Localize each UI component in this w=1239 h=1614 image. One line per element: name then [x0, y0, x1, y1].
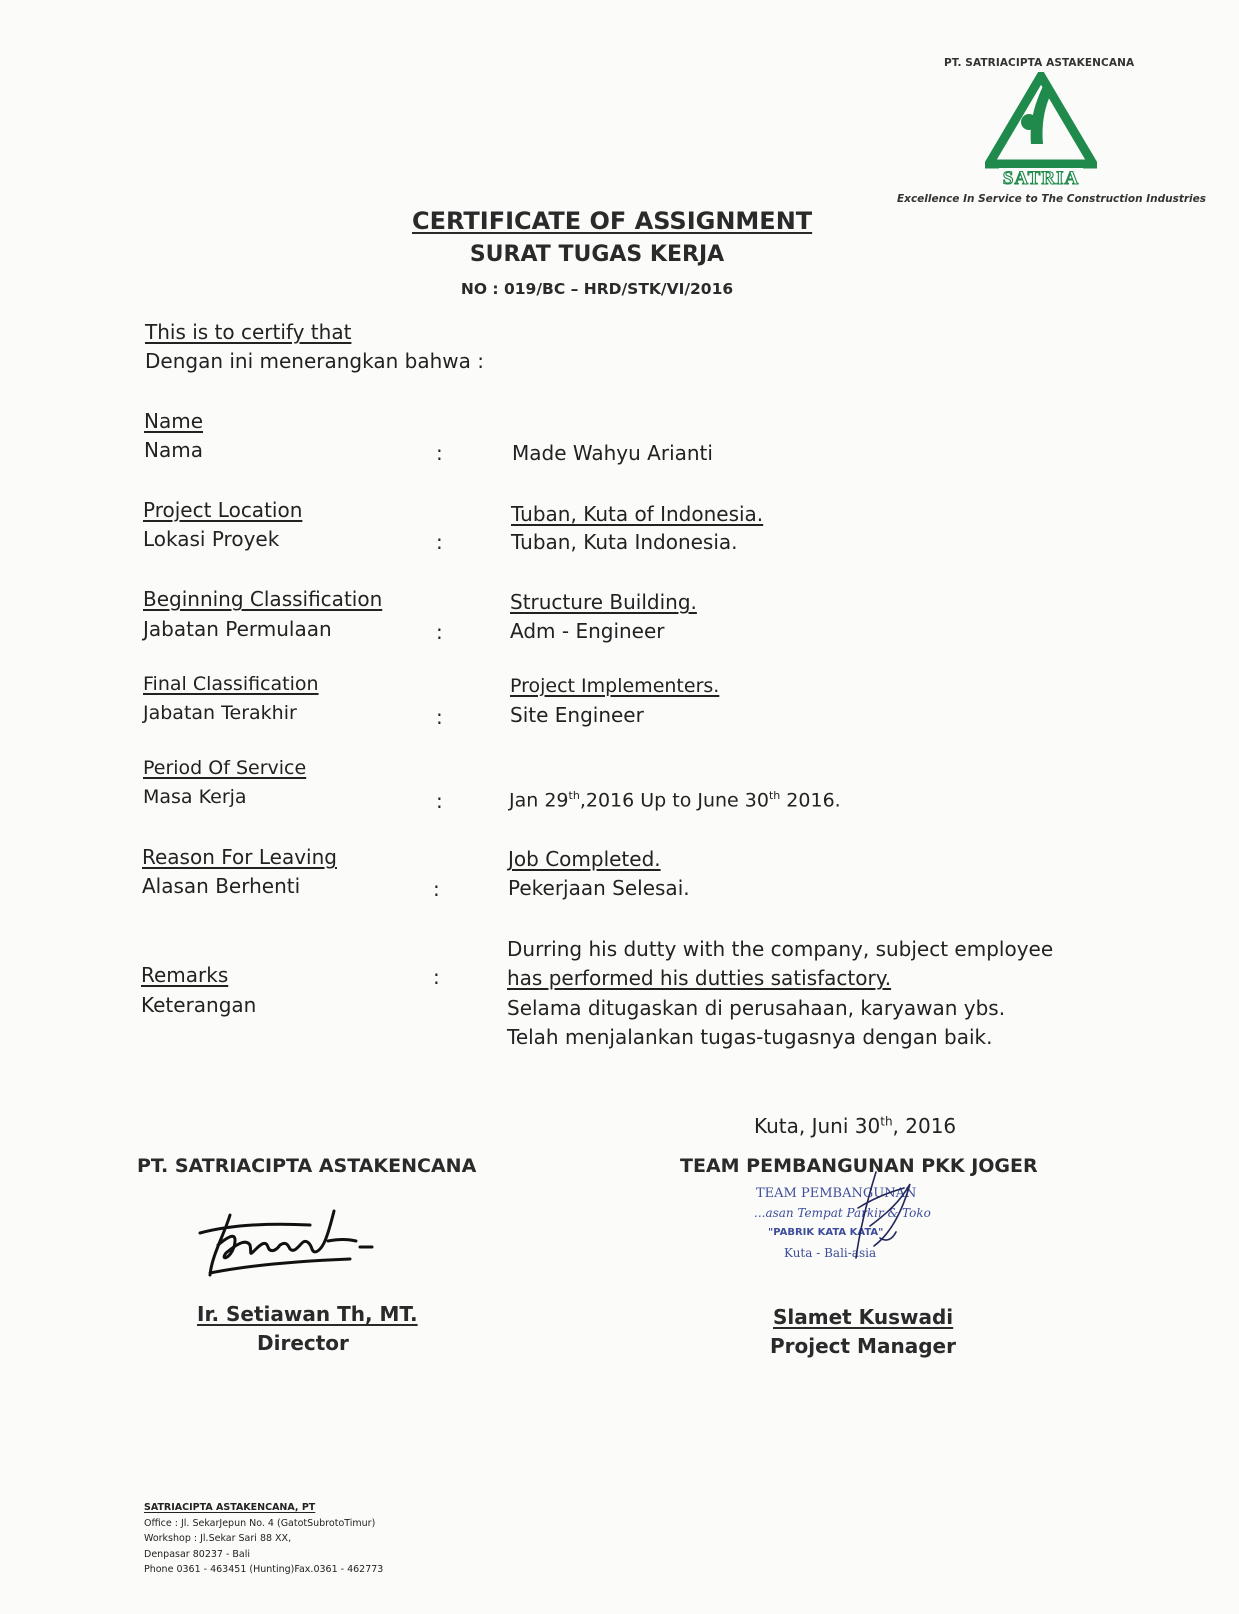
location-value-en: Tuban, Kuta of Indonesia. — [511, 502, 764, 526]
footer-workshop: Workshop : Jl.Sekar Sari 88 XX, — [144, 1533, 292, 1544]
beginning-label-en: Beginning Classification — [143, 587, 383, 611]
right-signatory-company: TEAM PEMBANGUNAN PKK JOGER — [680, 1155, 1038, 1177]
beginning-colon: : — [436, 620, 443, 644]
period-label-en: Period Of Service — [143, 757, 307, 779]
letter-date: Kuta, Juni 30th, 2016 — [754, 1114, 957, 1138]
document-number: NO : 019/BC – HRD/STK/VI/2016 — [460, 280, 734, 298]
logo-company-name: PT. SATRIACIPTA ASTAKENCANA — [944, 57, 1135, 69]
remarks-line-1: Durring his dutty with the company, subject employee — [507, 937, 1054, 961]
title-english: CERTIFICATE OF ASSIGNMENT — [412, 207, 813, 235]
period-label-id: Masa Kerja — [143, 786, 247, 808]
final-colon: : — [436, 705, 443, 729]
final-value-id: Site Engineer — [510, 703, 644, 727]
logo-mark-text: SATRIA — [1002, 168, 1080, 189]
satria-logo — [985, 72, 1097, 190]
footer-city: Denpasar 80237 - Bali — [144, 1548, 251, 1560]
name-label-en: Name — [144, 409, 204, 433]
beginning-label-id: Jabatan Permulaan — [143, 617, 332, 641]
footer-office: Office : Jl. SekarJepun No. 4 (GatotSubrotoTimur) — [144, 1517, 376, 1529]
remarks-line-2: has performed his dutties satisfactory. — [507, 966, 892, 990]
right-signatory-name: Slamet Kuswadi — [773, 1305, 954, 1329]
remarks-label-en: Remarks — [141, 963, 229, 987]
beginning-value-id: Adm - Engineer — [510, 619, 665, 643]
final-label-id: Jabatan Terakhir — [143, 702, 297, 724]
reason-value-id: Pekerjaan Selesai. — [508, 876, 690, 900]
left-signatory-title: Director — [257, 1331, 349, 1355]
company-stamp: TEAM PEMBANGUNAN ...asan Tempat Parkir & Toko "PABRIK KATA KATA" Kuta - Bali-asia — [754, 1186, 931, 1260]
project-manager-signature — [830, 1168, 920, 1278]
footer-company: SATRIACIPTA ASTAKENCANA, PT — [144, 1502, 316, 1513]
reason-label-en: Reason For Leaving — [142, 845, 337, 869]
remarks-colon: : — [433, 965, 440, 989]
left-signatory-name: Ir. Setiawan Th, MT. — [197, 1302, 418, 1326]
footer-phone: Phone 0361 - 463451 (Hunting)Fax.0361 - 462773 — [144, 1564, 384, 1575]
reason-value-en: Job Completed. — [508, 847, 661, 871]
right-signatory-title: Project Manager — [770, 1334, 956, 1358]
location-colon: : — [436, 530, 443, 554]
name-value: Made Wahyu Arianti — [512, 441, 713, 465]
title-indonesian: SURAT TUGAS KERJA — [469, 242, 725, 267]
footer-address — [144, 1500, 383, 1578]
final-label-en: Final Classification — [143, 673, 319, 695]
period-value: Jan 29th,2016 Up to June 30th 2016. — [509, 789, 841, 812]
remarks-line-4: Telah menjalankan tugas-tugasnya dengan baik. — [507, 1025, 993, 1049]
reason-colon: : — [433, 877, 440, 901]
period-colon: : — [436, 789, 443, 813]
reason-label-id: Alasan Berhenti — [142, 874, 301, 898]
left-signatory-company: PT. SATRIACIPTA ASTAKENCANA — [137, 1155, 477, 1177]
name-colon: : — [436, 441, 443, 465]
director-signature — [190, 1195, 390, 1285]
location-label-en: Project Location — [143, 498, 303, 522]
intro-english: This is to certify that — [145, 320, 352, 344]
intro-indonesian: Dengan ini menerangkan bahwa : — [145, 349, 484, 373]
remarks-label-id: Keterangan — [141, 993, 257, 1017]
name-label-id: Nama — [144, 438, 203, 462]
logo-tagline: Excellence In Service to The Construction Industries — [897, 193, 1207, 205]
location-label-id: Lokasi Proyek — [143, 527, 280, 551]
remarks-line-3: Selama ditugaskan di perusahaan, karyawan ybs. — [507, 996, 1006, 1020]
location-value-id: Tuban, Kuta Indonesia. — [511, 530, 738, 554]
beginning-value-en: Structure Building. — [510, 590, 697, 614]
final-value-en: Project Implementers. — [510, 675, 720, 697]
